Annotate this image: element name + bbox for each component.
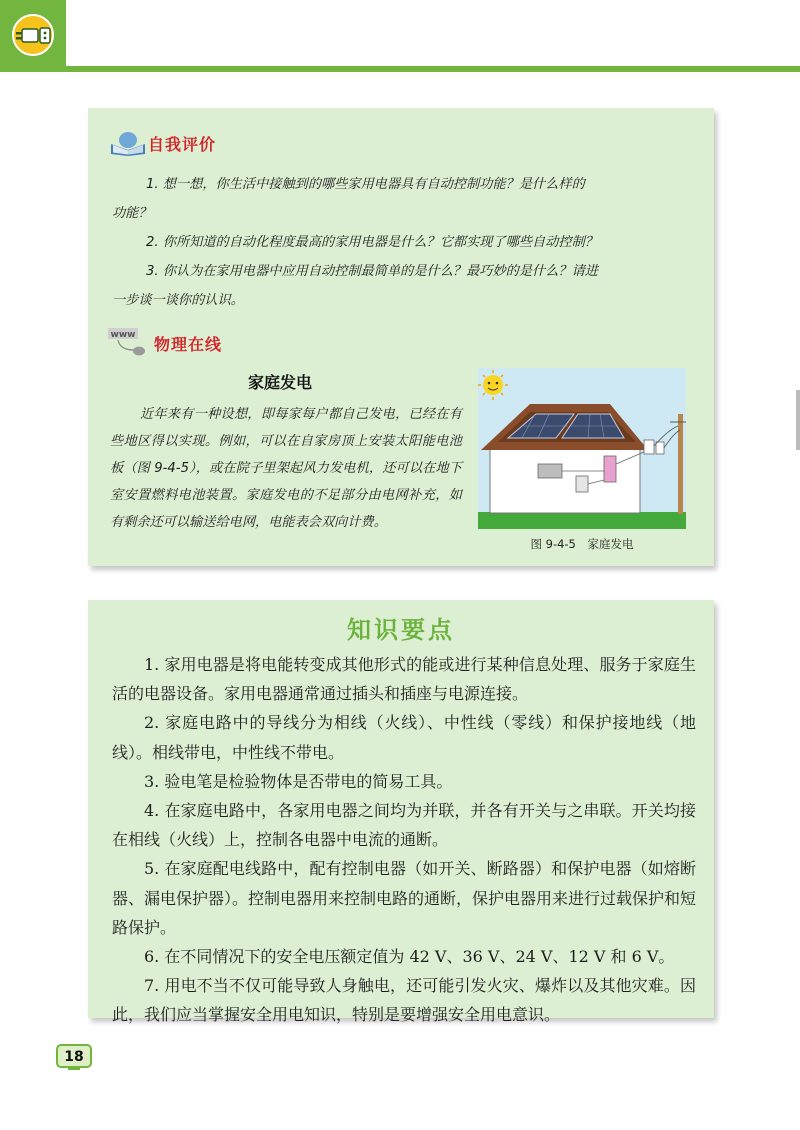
key-point-2: 2. 家庭电路中的导线分为相线（火线）、中性线（零线）和保护接地线（地线）。相线带电，中性线不带电。 <box>112 713 696 762</box>
page-number: 18 <box>56 1044 92 1070</box>
key-points-panel <box>88 600 714 1025</box>
figure-number: 图 9-4-5 <box>530 537 576 551</box>
self-eval-questions <box>112 170 700 315</box>
question-3-line-2: 一步谈一谈你的认识。 <box>112 293 244 308</box>
key-point-3: 3. 验电笔是检验物体是否带电的简易工具。 <box>144 771 453 791</box>
article-body: 近年来有一种设想，即每家每户都自己发电，已经在有些地区得以实现。例如，可以在自家房顶上安装太阳能电池板（图 9-4-5），或在院子里架起风力发电机，还可以在地下室安置燃料电池装置。家庭发电的不足部分由电网补充，如有剩余还可以输送给电网，电能表会双向计费。 <box>110 407 462 530</box>
page-edge-mark <box>796 390 800 450</box>
key-points-list <box>112 650 696 1030</box>
online-label: 物理在线 <box>154 334 223 354</box>
question-2: 2. 你所知道的自动化程度最高的家用电器是什么？它都实现了哪些自动控制？ <box>146 235 598 250</box>
key-point-4: 4. 在家庭电路中，各家用电器之间均为并联，并各有开关与之串联。开关均接在相线（火线）上，控制各电器中电流的通断。 <box>112 801 696 850</box>
header-rule <box>0 66 800 72</box>
www-icon-text: www <box>110 330 136 340</box>
article-title: 家庭发电 <box>248 373 313 392</box>
key-point-5: 5. 在家庭配电线路中，配有控制电器（如开关、断路器）和保护电器（如熔断器、漏电保护器）。控制电器用来控制电路的通断，保护电器用来进行过载保护和短路保护。 <box>112 859 697 937</box>
page-header <box>0 0 800 72</box>
self-eval-panel <box>88 108 714 566</box>
key-point-1: 1. 家用电器是将电能转变成其他形式的能或进行某种信息处理、服务于家庭生活的电器设备。家用电器通常通过插头和插座与电源连接。 <box>112 655 696 704</box>
book-icon <box>108 130 148 156</box>
key-point-6: 6. 在不同情况下的安全电压额定值为 42 V、36 V、24 V、12 V 和 6 V。 <box>144 947 675 967</box>
home-power-illustration <box>478 368 686 529</box>
key-points-title: 知识要点 <box>347 616 455 644</box>
question-3-line-1: 3. 你认为在家用电器中应用自动控制最简单的是什么？最巧妙的是什么？请进 <box>146 264 598 279</box>
online-heading <box>108 328 222 358</box>
figure-title: 家庭发电 <box>587 537 634 551</box>
key-point-7: 7. 用电不当不仅可能导致人身触电，还可能引发火灾、爆炸以及其他灾难。因此，我们应当掌握安全用电知识，特别是要增强安全用电意识。 <box>112 976 696 1025</box>
utility-pole <box>678 414 683 514</box>
question-1-line-2: 功能？ <box>112 206 152 221</box>
www-mouse-icon <box>108 328 154 358</box>
plug-socket-icon <box>10 12 56 58</box>
figure-caption <box>478 536 686 552</box>
sun-icon <box>483 375 503 395</box>
self-eval-label: 自我评价 <box>148 134 217 154</box>
question-1-line-1: 1. 想一想，你生活中接触到的哪些家用电器具有自动控制功能？是什么样的 <box>146 177 585 192</box>
self-eval-heading <box>108 130 216 156</box>
